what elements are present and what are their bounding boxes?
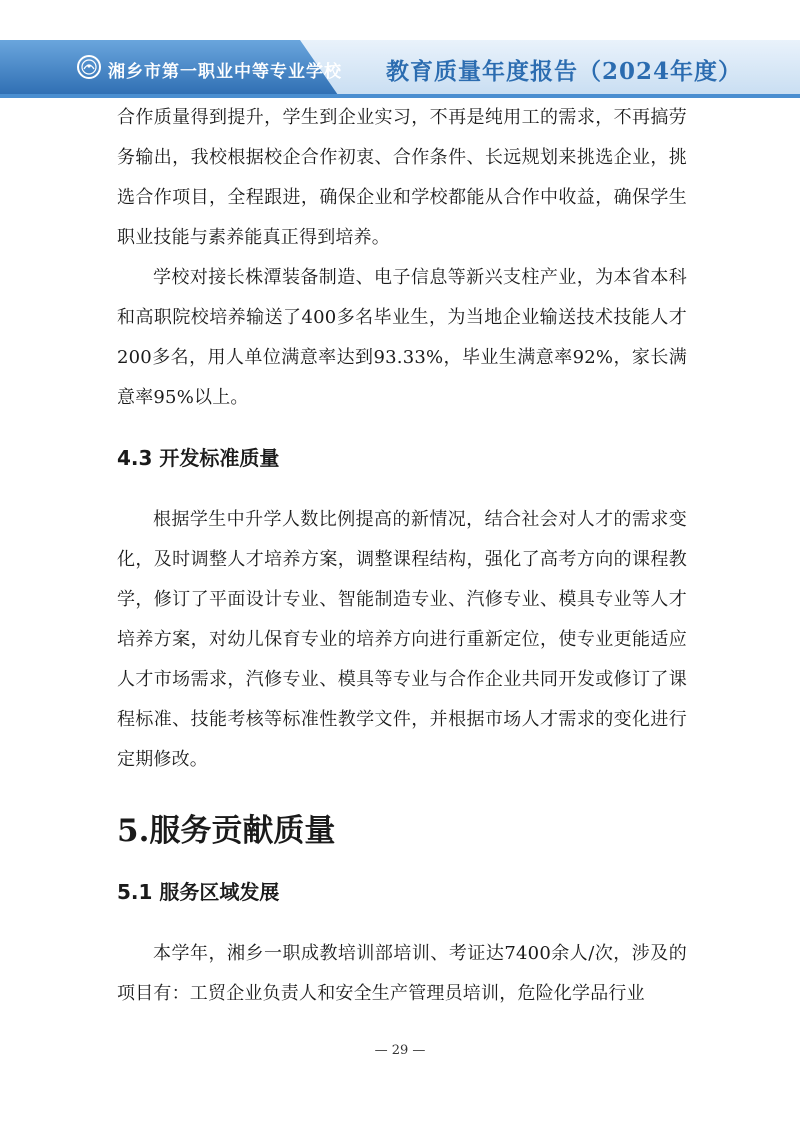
section-heading-5-1: 5.1 服务区域发展: [117, 880, 280, 904]
document-body: [117, 98, 687, 1014]
school-name: 湘乡市第一职业中等专业学校: [108, 62, 342, 82]
paragraph-training: 本学年，湘乡一职成教培训部培训、考证达7400余人/次，涉及的项目有：工贸企业负责人和安全生产管理员培训，危险化学品行业: [117, 943, 687, 1004]
chapter-heading-5: 5.服务贡献质量: [117, 813, 336, 849]
paragraph-graduates: 学校对接长株潭装备制造、电子信息等新兴支柱产业，为本省本科和高职院校培养输送了400多名毕业生，为当地企业输送技术技能人才200多名，用人单位满意率达到93.33%，毕业生满意率92%，家长满意率95%以上。: [117, 267, 687, 408]
school-emblem-icon: [77, 55, 101, 79]
section-heading-4-3: 4.3 开发标准质量: [117, 446, 280, 470]
paragraph-partnership: 合作质量得到提升，学生到企业实习，不再是纯用工的需求，不再搞劳务输出，我校根据校企合作初衷、合作条件、长远规划来挑选企业，挑选合作项目，全程跟进，确保企业和学校都能从合作中收益，确保学生职业技能与素养能真正得到培养。: [117, 107, 687, 248]
report-title: 教育质量年度报告（2024年度）: [385, 58, 742, 85]
page-header: [0, 0, 800, 98]
paragraph-standards: 根据学生中升学人数比例提高的新情况，结合社会对人才的需求变化，及时调整人才培养方案，调整课程结构，强化了高考方向的课程教学，修订了平面设计专业、智能制造专业、汽修专业、模具专业等人才培养方案，对幼儿保育专业的培养方向进行重新定位，使专业更能适应人才市场需求，汽修专业、模具等专业与合作企业共同开发或修订了课程标准、技能考核等标准性教学文件，并根据市场人才需求的变化进行定期修改。: [117, 509, 687, 770]
page-number: — 29 —: [374, 1043, 426, 1058]
